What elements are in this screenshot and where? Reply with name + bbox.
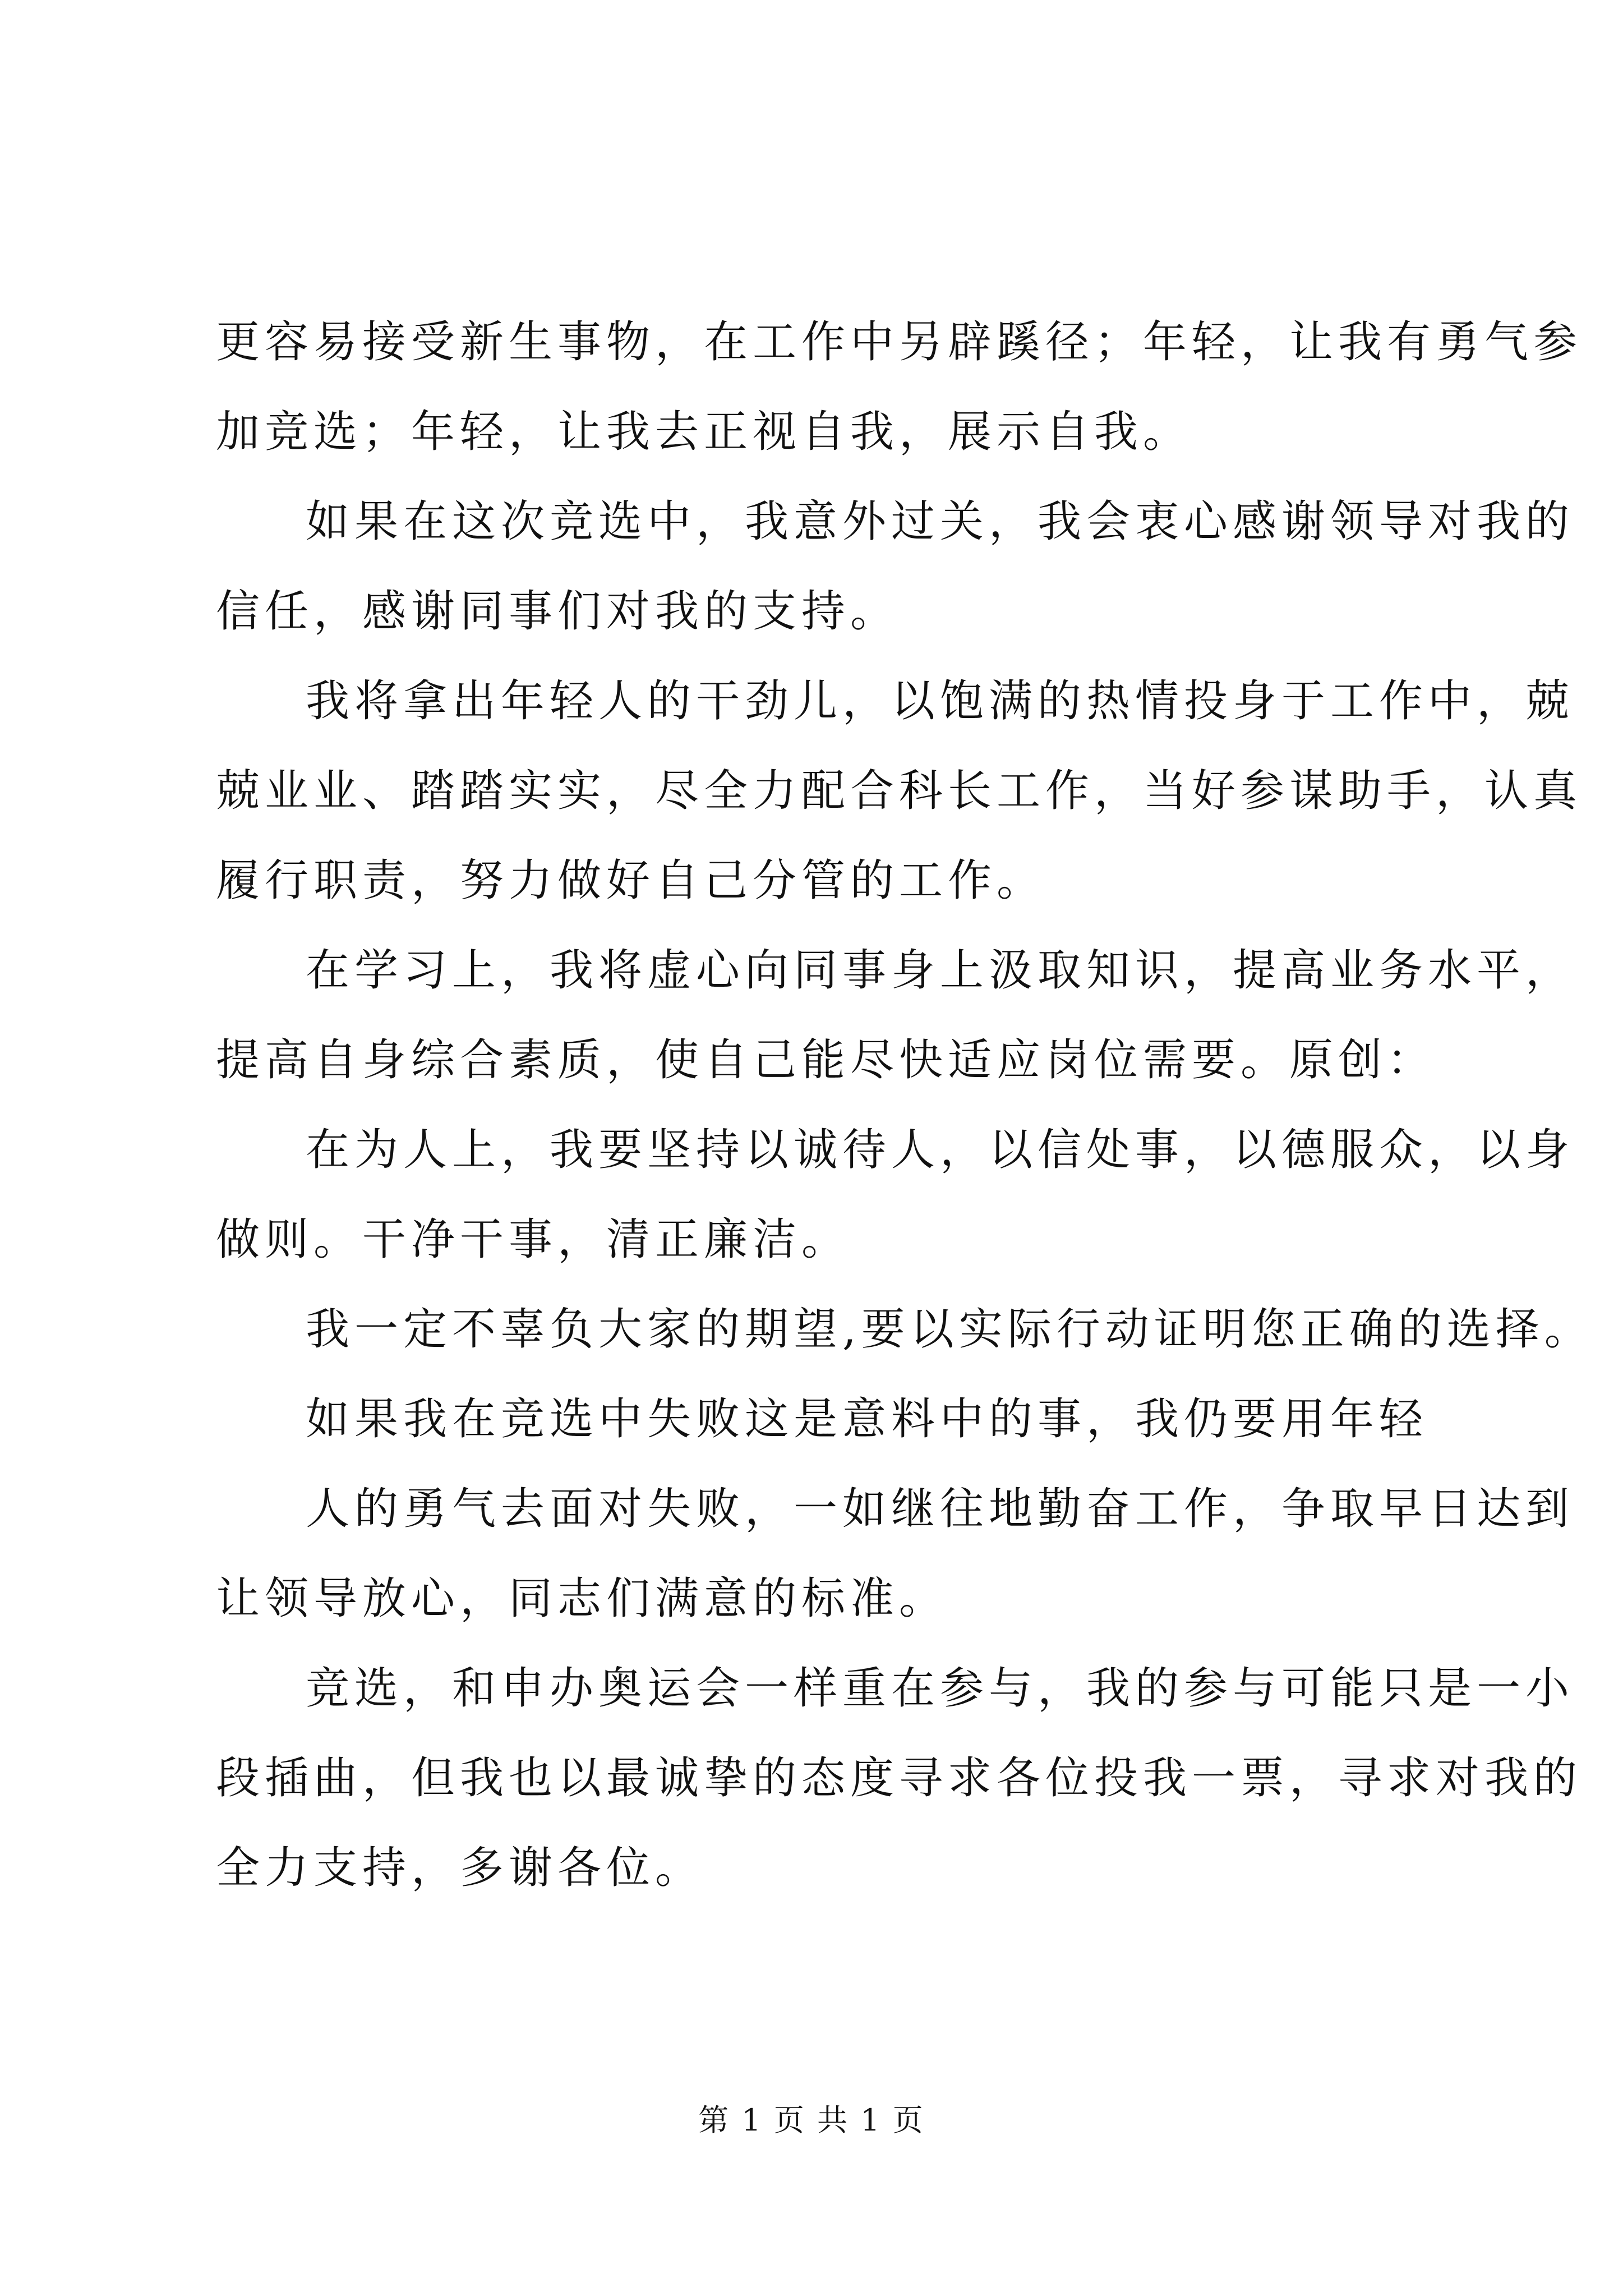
page-number-footer: 第 1 页 共 1 页 [698,2102,925,2138]
text-line: 人的勇气去面对失败，一如继往地勤奋工作，争取早日达到 [306,1484,1575,1534]
text-line: 在为人上，我要坚持以诚待人，以信处事，以德服众，以身 [306,1125,1575,1175]
text-line: 提高自身综合素质，使自己能尽快适应岗位需要。原创： [216,1035,1436,1085]
text-line: 段插曲，但我也以最诚挚的态度寻求各位投我一票，寻求对我的 [216,1753,1583,1803]
text-line: 竞选，和申办奥运会一样重在参与，我的参与可能只是一小 [306,1663,1575,1714]
text-line: 如果在这次竞选中，我意外过关，我会衷心感谢领导对我的 [306,496,1575,547]
text-line: 做则。干净干事，清正廉洁。 [216,1214,851,1265]
text-line: 兢业业、踏踏实实，尽全力配合科长工作，当好参谋助手，认真 [216,766,1583,816]
text-line: 我一定不辜负大家的期望,要以实际行动证明您正确的选择。 [306,1304,1593,1355]
text-line: 如果我在竞选中失败这是意料中的事，我仍要用年轻 [306,1394,1428,1444]
text-line: 信任，感谢同事们对我的支持。 [216,586,900,637]
text-line: 我将拿出年轻人的干劲儿，以饱满的热情投身于工作中，兢 [306,676,1575,726]
text-line: 加竞选；年轻，让我去正视自我，展示自我。 [216,407,1192,457]
text-line: 让领导放心，同志们满意的标准。 [216,1573,948,1624]
document-body [216,297,1593,1913]
text-line: 在学习上，我将虚心向同事身上汲取知识，提高业务水平， [306,945,1575,996]
text-line: 更容易接受新生事物，在工作中另辟蹊径；年轻，让我有勇气参 [216,317,1583,367]
text-line: 全力支持，多谢各位。 [216,1843,704,1893]
text-line: 履行职责，努力做好自己分管的工作。 [216,855,1046,906]
